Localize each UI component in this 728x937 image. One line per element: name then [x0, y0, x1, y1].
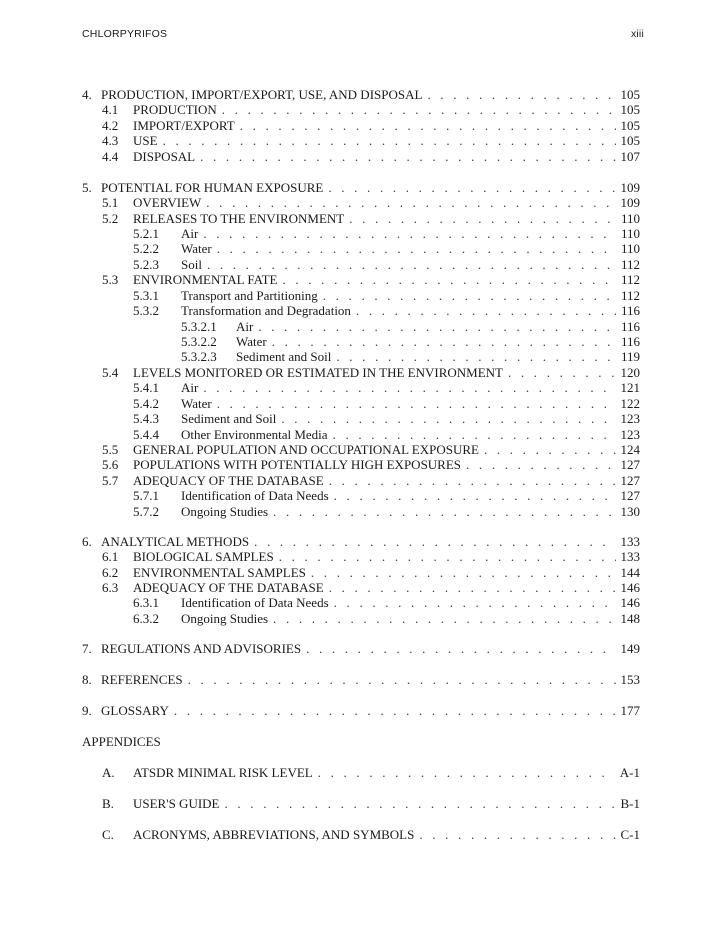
dot-leader — [466, 457, 615, 473]
appendices-heading: APPENDICES — [82, 734, 161, 749]
toc-entry-page: 130 — [620, 504, 640, 519]
toc-entry-page: 110 — [620, 211, 640, 226]
toc-entry-number: 8. — [82, 672, 92, 687]
toc-entry-page: 110 — [620, 241, 640, 256]
dot-leader — [273, 611, 615, 627]
toc-entry-title: Other Environmental Media — [181, 427, 328, 442]
toc-entry-title: REGULATIONS AND ADVISORIES — [101, 641, 302, 656]
toc-entry-title: OVERVIEW — [133, 195, 202, 210]
toc-entry-page: 123 — [620, 411, 640, 426]
toc-entry-number: 5.2.1 — [133, 226, 159, 241]
toc-entry-title: RELEASES TO THE ENVIRONMENT — [133, 211, 345, 226]
toc-entry-title: Identification of Data Needs — [181, 595, 329, 610]
toc-entry-title: Water — [181, 396, 212, 411]
dot-leader — [419, 827, 615, 843]
toc-entry[interactable] — [0, 334, 728, 350]
toc-entry-page: 120 — [620, 365, 640, 380]
toc-entry-title: REFERENCES — [101, 672, 183, 687]
toc-entry-page: A-1 — [619, 765, 640, 780]
toc-entry[interactable] — [0, 580, 728, 596]
dot-leader — [334, 488, 616, 504]
toc-entry-title: Ongoing Studies — [181, 611, 269, 626]
dot-leader — [508, 365, 616, 381]
toc-entry-number: 4.1 — [102, 102, 119, 117]
toc-entry-number: 5.3.2.1 — [181, 319, 217, 334]
toc-entry-page: 127 — [620, 473, 640, 488]
toc-entry-title: Air — [236, 319, 254, 334]
page-number: xiii — [630, 28, 644, 40]
toc-entry-page: 146 — [620, 595, 640, 610]
toc-entry-page: 119 — [620, 349, 640, 364]
toc-entry-number: 5.3.2.3 — [181, 349, 217, 364]
toc-entry-page: 146 — [620, 580, 640, 595]
toc-entry-title: PRODUCTION, IMPORT/EXPORT, USE, AND DISPOSAL — [101, 87, 423, 102]
toc-entry[interactable] — [0, 473, 728, 489]
toc-entry-title: GLOSSARY — [101, 703, 169, 718]
toc-entry-title: Transport and Partitioning — [181, 288, 318, 303]
dot-leader — [222, 102, 616, 118]
toc-entry-title: BIOLOGICAL SAMPLES — [133, 549, 274, 564]
toc-entry-title: USE — [133, 133, 158, 148]
toc-entry-number: 5.3 — [102, 272, 119, 287]
toc-entry-page: C-1 — [620, 827, 640, 842]
toc-entry[interactable] — [0, 211, 728, 227]
toc-entry[interactable] — [0, 303, 728, 319]
toc-entry-number: 6.2 — [102, 565, 119, 580]
toc-entry-title: Water — [236, 334, 267, 349]
toc-entry-number: 5.5 — [102, 442, 119, 457]
toc-entry-page: 144 — [620, 565, 640, 580]
dot-leader — [311, 565, 616, 581]
dot-leader — [203, 380, 615, 396]
toc-entry-title: Water — [181, 241, 212, 256]
toc-entry-page: 133 — [620, 549, 640, 564]
toc-entry[interactable] — [0, 149, 728, 165]
toc-entry-title: USER'S GUIDE — [133, 796, 220, 811]
toc-entry[interactable] — [0, 504, 728, 520]
toc-entry[interactable] — [0, 703, 728, 719]
toc-entry[interactable] — [0, 411, 728, 427]
toc-entry[interactable] — [0, 457, 728, 473]
toc-entry-number: 4.4 — [102, 149, 119, 164]
dot-leader — [254, 534, 615, 550]
toc-entry-number: 5.4.2 — [133, 396, 159, 411]
toc-entry-page: 105 — [620, 102, 640, 117]
toc-entry[interactable] — [0, 396, 728, 412]
toc-entry-title: Air — [181, 380, 199, 395]
toc-entry-number: 5.4.1 — [133, 380, 159, 395]
dot-leader — [349, 211, 616, 227]
toc-entry-page: 116 — [620, 334, 640, 349]
dot-leader — [203, 226, 616, 242]
dot-leader — [318, 765, 615, 781]
toc-entry-number: 5.4 — [102, 365, 119, 380]
toc-entry-page: 109 — [620, 180, 640, 195]
toc-entry[interactable] — [0, 796, 728, 812]
toc-entry-title: Transformation and Degradation — [181, 303, 351, 318]
toc-entry[interactable] — [0, 102, 728, 118]
toc-entry-page: 133 — [620, 534, 640, 549]
toc-entry[interactable] — [0, 565, 728, 581]
toc-entry-page: 127 — [620, 457, 640, 472]
toc-entry-title: ENVIRONMENTAL FATE — [133, 272, 278, 287]
toc-entry-title: ENVIRONMENTAL SAMPLES — [133, 565, 306, 580]
toc-entry-number: 7. — [82, 641, 92, 656]
document-title: CHLORPYRIFOS — [82, 28, 168, 40]
dot-leader — [200, 149, 615, 165]
dot-leader — [272, 334, 616, 350]
dot-leader — [334, 595, 616, 611]
toc-entry-title: Ongoing Studies — [181, 504, 269, 519]
toc-entry-page: 121 — [620, 380, 640, 395]
toc-entry-title: LEVELS MONITORED OR ESTIMATED IN THE ENVIRONMENT — [133, 365, 503, 380]
toc-entry-number: 6.1 — [102, 549, 119, 564]
toc-entry[interactable] — [0, 195, 728, 211]
toc-entry-number: C. — [102, 827, 114, 842]
dot-leader — [279, 549, 616, 565]
dot-leader — [336, 349, 616, 365]
toc-entry-title: Sediment and Soil — [236, 349, 332, 364]
toc-entry-number: 4.2 — [102, 118, 119, 133]
toc-entry-number: 6.3.2 — [133, 611, 159, 626]
toc-entry-number: 4. — [82, 87, 92, 102]
toc-entry-title: ATSDR MINIMAL RISK LEVEL — [133, 765, 313, 780]
dot-leader — [427, 87, 615, 103]
toc-entry-number: 5.4.3 — [133, 411, 159, 426]
dot-leader — [306, 641, 615, 657]
toc-entry[interactable] — [0, 241, 728, 257]
toc-entry[interactable] — [0, 827, 728, 843]
toc-entry[interactable] — [0, 288, 728, 304]
toc-entry-page: 123 — [620, 427, 640, 442]
dot-leader — [323, 288, 616, 304]
toc-entry-title: Soil — [181, 257, 202, 272]
toc-entry-title: ADEQUACY OF THE DATABASE — [133, 473, 324, 488]
toc-entry-number: 5.7.2 — [133, 504, 159, 519]
toc-entry-number: B. — [102, 796, 114, 811]
toc-entry-title: POTENTIAL FOR HUMAN EXPOSURE — [101, 180, 324, 195]
toc-entry[interactable] — [0, 595, 728, 611]
dot-leader — [217, 396, 616, 412]
dot-leader — [484, 442, 616, 458]
toc-entry[interactable] — [0, 534, 728, 550]
dot-leader — [281, 411, 615, 427]
toc-entry[interactable] — [0, 611, 728, 627]
toc-entry-title: GENERAL POPULATION AND OCCUPATIONAL EXPOSURE — [133, 442, 479, 457]
toc-entry-title: Identification of Data Needs — [181, 488, 329, 503]
toc-entry-number: 5. — [82, 180, 92, 195]
toc-entry-number: 5.2 — [102, 211, 119, 226]
toc-entry[interactable] — [0, 87, 728, 103]
dot-leader — [328, 180, 615, 196]
toc-entry-page: 177 — [620, 703, 640, 718]
toc-entry[interactable] — [0, 672, 728, 688]
dot-leader — [174, 703, 616, 719]
toc-entry-title: ANALYTICAL METHODS — [101, 534, 250, 549]
toc-entry-page: 105 — [620, 118, 640, 133]
toc-entry[interactable] — [0, 180, 728, 196]
toc-entry[interactable] — [0, 349, 728, 365]
toc-entry-page: 122 — [620, 396, 640, 411]
toc-entry-number: 5.7 — [102, 473, 119, 488]
toc-entry-number: 4.3 — [102, 133, 119, 148]
toc-entry-page: 149 — [620, 641, 640, 656]
toc-entry-page: 112 — [620, 272, 640, 287]
toc-entry-number: A. — [102, 765, 115, 780]
toc-entry-page: 116 — [620, 319, 640, 334]
dot-leader — [356, 303, 616, 319]
toc-entry-page: B-1 — [620, 796, 640, 811]
toc-entry[interactable] — [0, 272, 728, 288]
toc-entry[interactable] — [0, 549, 728, 565]
toc-entry[interactable] — [0, 319, 728, 335]
toc-entry[interactable] — [0, 133, 728, 149]
toc-entry-page: 112 — [620, 288, 640, 303]
toc-entry-number: 5.2.2 — [133, 241, 159, 256]
toc-entry[interactable] — [0, 488, 728, 504]
dot-leader — [258, 319, 616, 335]
toc-entry[interactable] — [0, 380, 728, 396]
toc-entry-page: 153 — [620, 672, 640, 687]
dot-leader — [329, 473, 616, 489]
toc-entry-number: 5.3.2.2 — [181, 334, 217, 349]
dot-leader — [217, 241, 616, 257]
toc-entry[interactable] — [0, 226, 728, 242]
toc-entry-title: PRODUCTION — [133, 102, 217, 117]
toc-entry-number: 6.3.1 — [133, 595, 159, 610]
toc-entry-title: POPULATIONS WITH POTENTIALLY HIGH EXPOSURES — [133, 457, 462, 472]
toc-entry[interactable] — [0, 442, 728, 458]
dot-leader — [273, 504, 615, 520]
dot-leader — [207, 257, 616, 273]
toc-entry-number: 5.7.1 — [133, 488, 159, 503]
toc-entry-number: 5.6 — [102, 457, 119, 472]
dot-leader — [329, 580, 616, 596]
toc-entry-page: 105 — [620, 133, 640, 148]
toc-entry-title: ADEQUACY OF THE DATABASE — [133, 580, 324, 595]
dot-leader — [163, 133, 616, 149]
toc-entry-number: 5.4.4 — [133, 427, 159, 442]
toc-entry-page: 127 — [620, 488, 640, 503]
toc-entry[interactable] — [0, 118, 728, 134]
dot-leader — [225, 796, 616, 812]
toc-entry-title: Sediment and Soil — [181, 411, 277, 426]
dot-leader — [333, 427, 616, 443]
toc-entry-page: 116 — [620, 303, 640, 318]
toc-entry-page: 109 — [620, 195, 640, 210]
toc-entry-number: 5.1 — [102, 195, 119, 210]
dot-leader — [188, 672, 616, 688]
toc-entry-title: DISPOSAL — [133, 149, 196, 164]
toc-entry-page: 112 — [620, 257, 640, 272]
toc-entry-page: 105 — [620, 87, 640, 102]
toc-entry[interactable] — [0, 257, 728, 273]
toc-entry[interactable] — [0, 641, 728, 657]
toc-entry-title: Air — [181, 226, 199, 241]
toc-entry[interactable] — [0, 365, 728, 381]
toc-entry-page: 107 — [620, 149, 640, 164]
toc-entry-page: 148 — [620, 611, 640, 626]
toc-entry-number: 9. — [82, 703, 92, 718]
toc-entry-title: IMPORT/EXPORT — [133, 118, 235, 133]
toc-entry-number: 5.2.3 — [133, 257, 159, 272]
toc-entry-page: 110 — [620, 226, 640, 241]
toc-entry[interactable] — [0, 765, 728, 781]
toc-entry-title: ACRONYMS, ABBREVIATIONS, AND SYMBOLS — [133, 827, 415, 842]
toc-entry-number: 6. — [82, 534, 92, 549]
toc-entry-page: 124 — [620, 442, 640, 457]
dot-leader — [206, 195, 615, 211]
dot-leader — [282, 272, 615, 288]
toc-entry[interactable] — [0, 427, 728, 443]
toc-entry-number: 6.3 — [102, 580, 119, 595]
toc-entry-number: 5.3.1 — [133, 288, 159, 303]
toc-entry-number: 5.3.2 — [133, 303, 159, 318]
dot-leader — [240, 118, 616, 134]
